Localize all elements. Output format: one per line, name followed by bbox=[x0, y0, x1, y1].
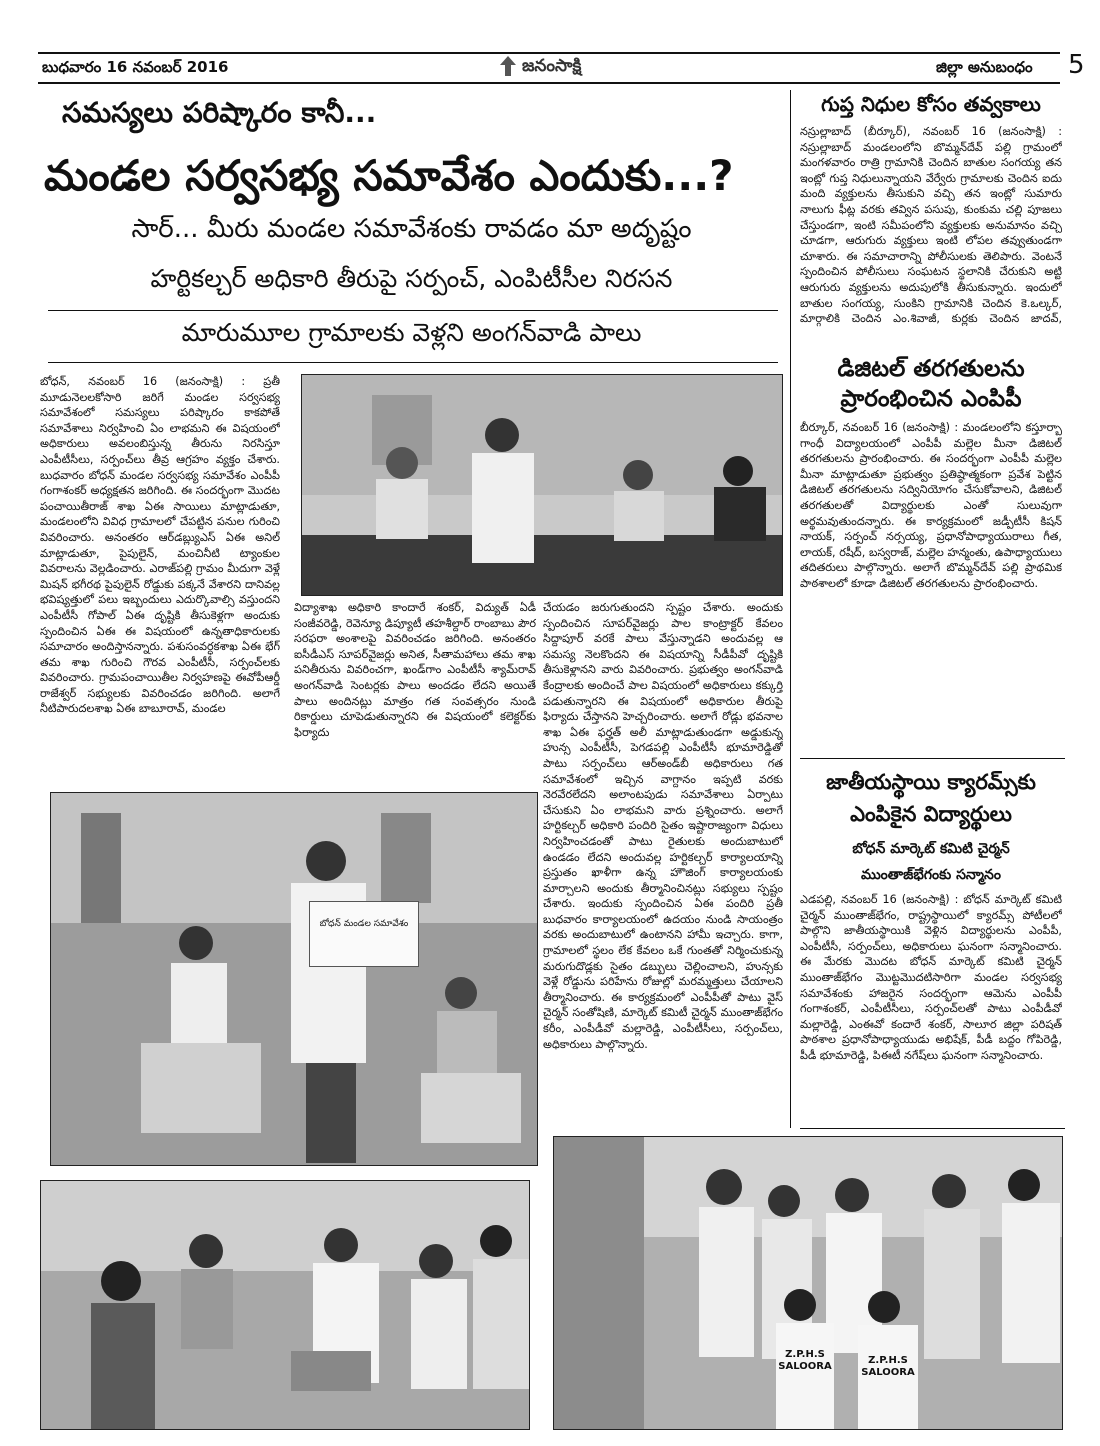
story-text: ఎడపల్లి, నవంబర్ 16 (జనంసాక్షి) : బోధన్ మార్కెట్ కమిటి చైర్మన్ ముంతాజ్‌భేగం, రాష్ట్రస్థాయిలో క్యారమ్స్ పోటీలలో పాల్గొని జాతీయస్థాయికి వెళ్లిన విద్యార్థులను ఎంపీపీ, ఎంపీటీసీ, సర్పంచ్‌లు, అధికారులు ఘనంగా సన్మానించారు. ఈ మేరకు మొదట బోధన్ మార్కెట్ కమిటి చైర్మన్ ముంతాజ్‌భేగం మొట్టమొదటిసారిగా మండల సర్వసభ్య సమావేశంకు హాజరైన సందర్భంగా ఆమెను ఎంపీపీ గంగాశంకర్, ఎంపీటీసీలు, సర్పంచ్‌లతో పాటు ఎంపీడీవో మల్లారెడ్డి, ఎంఈవో కందారే శంకర్, సాలూర జిల్లా పరిషత్ పాఠశాల ప్రధానోపాధ్యాయుడు అభిషేక్, పీడీ బద్దం గోపిరెడ్డి, పీడీ భూమారెడ్డి, పిఈటీ నగేష్‌లు ఘనంగా సన్మానించారు. bbox=[800, 893, 1062, 1062]
placard-photo bbox=[50, 792, 538, 1166]
sidebar3-subtitle bbox=[800, 836, 1062, 888]
main-deck-1: సార్... మీరు మండల సమావేశంకు రావడం మా అదృష్టం bbox=[131, 214, 692, 244]
sidebar2-title bbox=[800, 354, 1062, 414]
story-text: చేయడం జరుగుతుందని స్పష్టం చేశారు. అందుకు స్పందించిన సూపర్‌వైజర్లు పాల కాంట్రాక్టర్ కేవలం సిద్దాపూర్ వరకే పాలు వేస్తున్నాడని అందువల్ల ఆ సమస్య నెలకొందని ఈ విషయాన్ని సీడీపీవో దృష్టికి తీసుకెళ్లానని వారు వివరించారు. ప్రభుత్వం అంగన్‌వాడి కేంద్రాలకు అందించే పాల విషయంలో అధికారులు కక్కుర్తి పడుతున్నారని ఈ విషయంలో అధికారుల తీరుపై ఫిర్యాదు చేస్తానని హెచ్చరించారు. అలాగే రోడ్లు భవనాల శాఖ ఏఈ ఫర్హత్ అలీ మాట్లాడుతుండగా అడ్డుకున్న హున్స ఎంపీటీసీ, పెగడపల్లి ఎంపీటీసీ భూమారెడ్డితో పాటు సర్పంచ్‌లు ఆర్‌అండ్‌బీ అధికారులు గత సమావేశంలో ఇచ్చిన వాగ్దానం ఇప్పటి వరకు నెరవేరలేదని అలాంటపుడు సమావేశాలు ఏర్పాటు చేసుకుని ఏం లాభమని వారు ప్రశ్నించారు. అలాగే హర్టికల్చర్ అధికారి పందిరి సైతం ఇష్టారాజ్యంగా విధులు నిర్వహించడంతో పాటు రైతులకు అందుబాటులో ఉండడం లేదని అందువల్ల హర్టికల్చర్ కార్యాలయాన్ని ప్రస్తుతం ఖాళీగా ఉన్న హౌజింగ్ కార్యాలయంకు మార్చాలని అందుకు తీర్మానించినట్లు సభ్యులు స్పష్టం చేశారు. ఇందుకు స్పందించిన ఏఈ పందిరి ప్రతీ బుధవారం కార్యాలయంలో ఉదయం నుండి సాయంత్రం వరకు అందుబాటులో ఉంటానని హామీ ఇచ్చారు. కాగా, గ్రామాలలో స్థలం లేక కేవలం ఒకే గుంతతో నిర్మించుకున్న మరుగుదొడ్లకు సైతం డబ్బులు చెల్లించాలని, హున్సకు వెళ్లే రోడ్డును పరిహేను రోజుల్లో మరమ్మత్తులు చేయాలని తీర్మానించారు. ఈ కార్యక్రమంలో ఎంపీపీతో పాటు వైస్ చైర్మన్ సంతోషిణి, మార్కెట్ కమిటీ చైర్మన్ ముంతాజ్‌భేగం కరీం, ఎంపీడీవో మల్లారెడ్డి, ఎంపీటీసీలు, సర్పంచ్‌లు, అధికారులు పాల్గొన్నారు. bbox=[543, 601, 783, 1051]
jersey-text bbox=[858, 1355, 918, 1379]
story-text: బోధన్, నవంబర్ 16 (జనంసాక్షి) : ప్రతీ మూడునెలలకోసారి జరిగే మండల సర్వసభ్య సమావేశంలో సమస్యలు పరిష్కారం కాకపోతే సమావేశాలు నిర్వహించి ఏం లాభమని ఈ విషయంలో అధికారులు అవలంబిస్తున్న తీరును నిరసిస్తూ ఎంపీటీసీలు, సర్పంచ్‌లు తీవ్ర ఆగ్రహం వ్యక్తం చేశారు. బుధవారం బోధన్ మండల సర్వసభ్య సమావేశం ఎంపీపీ గంగాశంకర్ అధ్యక్షతన జరిగింది. ఈ సందర్భంగా మొదట పంచాయితీరాజ్ శాఖ ఏఈ సాయిలు మాట్లాడుతూ, మండలంలోని వివిధ గ్రామాలలో చేపట్టిన పనుల గురించి వివరించారు. అనంతరం ఆర్‌డబ్ల్యుఎస్ ఏఈ అనిల్ మాట్లాడుతూ, పైపులైన్, మంచినీటి ట్యాంకుల వివరాలను వెల్లడించారు. ఎరాజ్‌పల్లి గ్రామం మీదుగా వెళ్లే మిషన్ భగీరథ పైపులైన్ రోడ్డుకు పక్కనే వేశారని దానివల్ల భవిష్యత్తులో పలు ఇబ్బందులు ఎదుర్కొవాల్సి వస్తుందని ఎంపీటీసీ గోపాల్ ఏఈ దృష్టికి తీసుకెళ్లగా అందుకు స్పందించిన ఏఈ ఈ విషయంలో ఉన్నతాధికారులకు సమాచారం అందిస్తానన్నారు. పశుసంవర్ధకశాఖ ఏఈ భేగ్ తమ శాఖ గురించి గౌరవ ఎంపీటీసీ, సర్పంచ్‌లకు వివరించారు. గ్రామపంచాయితీల నిర్వహణపై ఈవోపీఆర్డీ రాజేశ్వర్ సభ్యులకు వివరించడం జరిగింది. అలాగే నీటిపారుదలశాఖ ఏఈ బాబూరావ్, మండల bbox=[40, 375, 280, 716]
page-number: 5 bbox=[1068, 50, 1085, 80]
story-text: నస్రుల్లాబాద్ (బీర్కూర్), నవంబర్ 16 (జనంసాక్షి) : నస్రుల్లాబాద్ మండలంలోని బొమ్మన్‌దేవ్ పల్లి గ్రామంలో మంగళవారం రాత్రి గ్రామానికి చెందిన బాతుల సంగయ్య తన ఇంట్లో గుప్త నిధులున్నాయని వేర్వేరు గ్రామాలకు చెందిన ఐదు మంది వ్యక్తులను తీసుకుని వచ్చి తన ఇంట్లో సుమారు నాలుగు ఫీట్ల వరకు తవ్విన పసుపు, కుంకుమ చల్లి పూజలు చేస్తుండగా, ఇంటి సమీపంలోని వ్యక్తులకు అనుమానం వచ్చి చూడగా, ఆరుగురు వ్యక్తులు ఇంటి లోపల తవ్వుతుండగా చూశారు. ఈ సమాచారాన్ని పోలీసులకు తెలిపారు. వెంటనే స్పందించిన పోలీసులు సంఘటన స్థలానికి చేరుకుని అట్టి ఆరుగురు వ్యక్తులను అదుపులోకి తీసుకున్నారు. ఇందులో బాతుల సంగయ్య, సుంకిని గ్రామానికి చెందిన కె.ఒల్కర్, మార్గాలికి చెందిన ఎం.శివాజీ, కుర్లకు చెందిన జాదవ్, bbox=[800, 125, 1062, 326]
sidebar3-subtitle-line: బోధన్ మార్కెట్ కమిటి చైర్మన్ bbox=[852, 841, 1010, 857]
newspaper-logo-icon bbox=[498, 55, 518, 77]
deck-rule bbox=[48, 310, 778, 311]
main-story-col-3 bbox=[543, 600, 783, 1126]
main-deck-3: మారుమూల గ్రామాలకు వెళ్లని అంగన్‌వాడి పాలు bbox=[181, 318, 642, 347]
sidebar3-title bbox=[800, 766, 1062, 830]
issue-date: బుధవారం 16 నవంబర్ 2016 bbox=[42, 58, 229, 76]
newspaper-logo: జనంసాక్షి bbox=[522, 56, 582, 76]
jersey-village: SALOORA bbox=[861, 1367, 915, 1378]
sidebar1-title: గుప్త నిధుల కోసం తవ్వకాలు bbox=[821, 92, 1041, 116]
jersey-village: SALOORA bbox=[778, 1361, 832, 1372]
main-story-col-1 bbox=[40, 374, 280, 782]
sidebar2-title-line: డిజిటల్ తరగతులను bbox=[837, 356, 1025, 382]
main-deck-2: హర్టికల్చర్ అధికారి తీరుపై సర్పంచ్, ఎంపిటీసీల నిరసన bbox=[150, 264, 673, 293]
felicitation-photo bbox=[40, 1180, 530, 1430]
sidebar2-title-line: ప్రారంభించిన ఎంపిపీ bbox=[840, 386, 1022, 412]
placard-sign: బోధన్ మండల సమావేశం bbox=[309, 901, 419, 967]
jersey-school: Z.P.H.S bbox=[868, 1355, 908, 1366]
story-text: బీర్కూర్, నవంబర్ 16 (జనంసాక్షి) : మండలంలోని కస్తూర్బా గాంధీ విద్యాలయంలో ఎంపీపీ మల్లెల మీనా డిజిటల్ తరగతులను ప్రారంభించారు. ఈ సందర్భంగా ఎంపీపీ మల్లెల మీనా మాట్లాడుతూ ప్రభుత్వం ప్రతిష్ఠాత్మకంగా ప్రవేశ పెట్టిన డిజిటల్ తరగతులను సద్వినియోగం చేసుకోవాలని, డిజిటల్ తరగతులతో విద్యార్థులకు ఎంతో సులువుగా అర్థమవుతుందన్నారు. ఈ కార్యక్రమంలో జడ్పీటీసీ కిషన్ నాయక్, సర్పంచ్ నర్సయ్య, ప్రధానోపాధ్యాయురాలు గీత, లాయక్, రషీద్, బస్వరాజ్, మల్లెల హన్మంతు, ఉపాధ్యాయులు తదితరులు పాల్గొన్నారు. అలాగే బొమ్మన్‌దేవ్ పల్లి ప్రాథమిక పాఠశాలలో కూడా డిజిటల్ తరగతులను ప్రారంభించారు. bbox=[800, 421, 1062, 590]
deck-rule bbox=[48, 362, 778, 363]
sidebar3-subtitle-line: ముంతాజ్‌భేగంకు సన్మానం bbox=[861, 867, 1001, 883]
sidebar3-body bbox=[800, 892, 1062, 1124]
meeting-photo bbox=[301, 374, 783, 596]
students-photo bbox=[553, 1136, 1063, 1430]
masthead-bar bbox=[38, 50, 1085, 84]
jersey-school: Z.P.H.S bbox=[785, 1349, 825, 1360]
sidebar1-body bbox=[800, 124, 1062, 328]
sidebar2-body bbox=[800, 420, 1062, 750]
sidebar-divider bbox=[800, 758, 1065, 759]
story-text: విద్యాశాఖ అధికారి కాందారే శంకర్, విద్యుత్ ఏడీ సంజీవరెడ్డి, రెవెన్యూ డిప్యూటీ తహశీల్దార్ రాంబాబు పౌర సరఫరా అంశాలపై వివరించడం జరిగింది. అనంతరం ఐసీడీఎస్ సూపర్‌వైజర్లు అనిత, సీతామహాలు తమ శాఖ పనితీరును వివరించగా, ఖండ్‌గాం ఎంపీటీసీ శ్యామ్‌రావ్ అంగన్‌వాడి సెంటర్లకు పాలు అందడం లేదని అయితే పాలు అందినట్లు మాత్రం గత సంవత్సరం నుండి రికార్డులు చూపెడుతున్నారని ఈ విషయంలో కలెక్టర్‌కు ఫిర్యాదు bbox=[294, 601, 536, 739]
sidebar3-title-line: జాతీయస్థాయి క్యారమ్స్‌కు bbox=[826, 770, 1036, 794]
main-headline: మండల సర్వసభ్య సమావేశం ఎందుకు...? bbox=[44, 151, 734, 200]
main-story-col-2 bbox=[294, 600, 536, 782]
main-kicker: సమస్యలు పరిష్కారం కానీ... bbox=[62, 96, 377, 129]
jersey-text bbox=[776, 1349, 834, 1373]
sidebar-divider bbox=[800, 1128, 1065, 1129]
section-name: జిల్లా అనుబంధం bbox=[936, 58, 1033, 76]
sidebar3-title-line: ఎంపికైన విద్యార్థులు bbox=[850, 802, 1012, 826]
column-divider bbox=[790, 90, 791, 1128]
